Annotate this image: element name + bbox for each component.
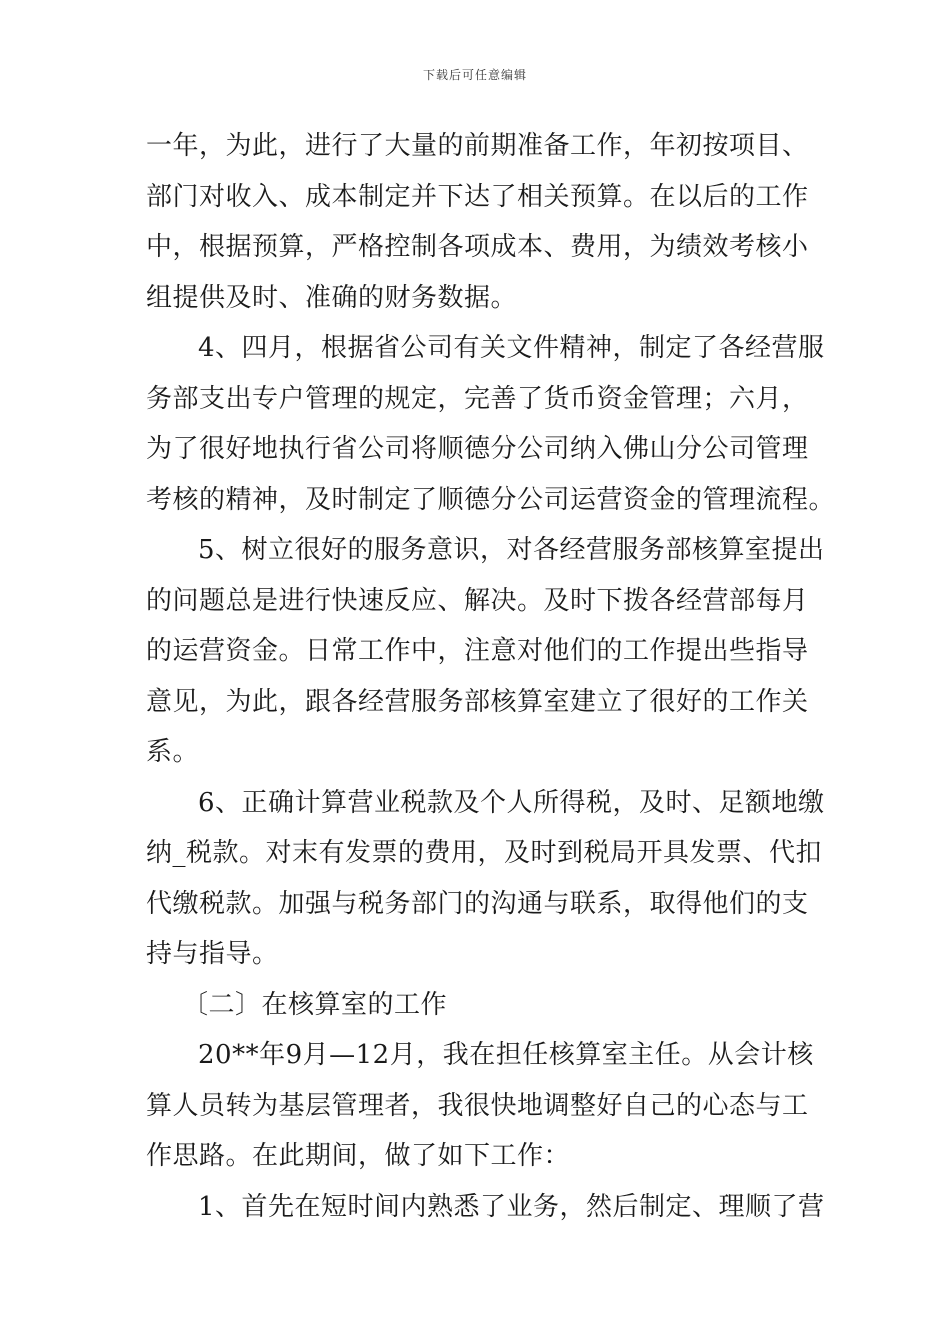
text-line: 组提供及时、准确的财务数据。 [146, 282, 518, 313]
document-body [146, 121, 836, 1232]
text-line: 5、树立很好的服务意识，对各经营服务部核算室提出 [198, 535, 825, 565]
text-line: 4、四月，根据省公司有关文件精神，制定了各经营服 [198, 333, 825, 363]
section-heading: 〔二〕在核算室的工作 [182, 989, 448, 1020]
text-line: 为了很好地执行省公司将顺德分公司纳入佛山分公司管理 [146, 434, 809, 464]
text-line: 代缴税款。加强与税务部门的沟通与联系，取得他们的支 [146, 888, 809, 919]
text-line: 意见，为此，跟各经营服务部核算室建立了很好的工作关 [146, 686, 809, 717]
page-header: 下载后可任意编辑 [422, 68, 527, 82]
text-line: 系。 [146, 737, 200, 767]
text-line: 的问题总是进行快速反应、解决。及时下拨各经营部每月 [146, 585, 809, 616]
text-line: 务部支出专户管理的规定，完善了货币资金管理；六月， [146, 383, 809, 414]
text-line: 算人员转为基层管理者，我很快地调整好自己的心态与工 [146, 1090, 809, 1121]
text-line: 纳_税款。对末有发票的费用，及时到税局开具发票、代扣 [146, 838, 823, 868]
text-line: 中，根据预算，严格控制各项成本、费用，为绩效考核小 [146, 232, 809, 262]
text-line: 6、正确计算营业税款及个人所得税，及时、足额地缴 [198, 787, 825, 818]
text-line: 20**年9月—12月，我在担任核算室主任。从会计核 [198, 1040, 814, 1070]
text-line: 部门对收入、成本制定并下达了相关预算。在以后的工作 [146, 181, 809, 212]
text-line: 一年，为此，进行了大量的前期准备工作，年初按项目、 [146, 131, 809, 161]
text-line: 持与指导。 [146, 939, 279, 969]
text-line: 的运营资金。日常工作中，注意对他们的工作提出些指导 [146, 636, 809, 666]
text-line: 1、首先在短时间内熟悉了业务，然后制定、理顺了营 [198, 1191, 825, 1222]
text-line: 作思路。在此期间，做了如下工作： [146, 1141, 571, 1171]
text-line: 考核的精神，及时制定了顺德分公司运营资金的管理流程。 [146, 484, 836, 515]
